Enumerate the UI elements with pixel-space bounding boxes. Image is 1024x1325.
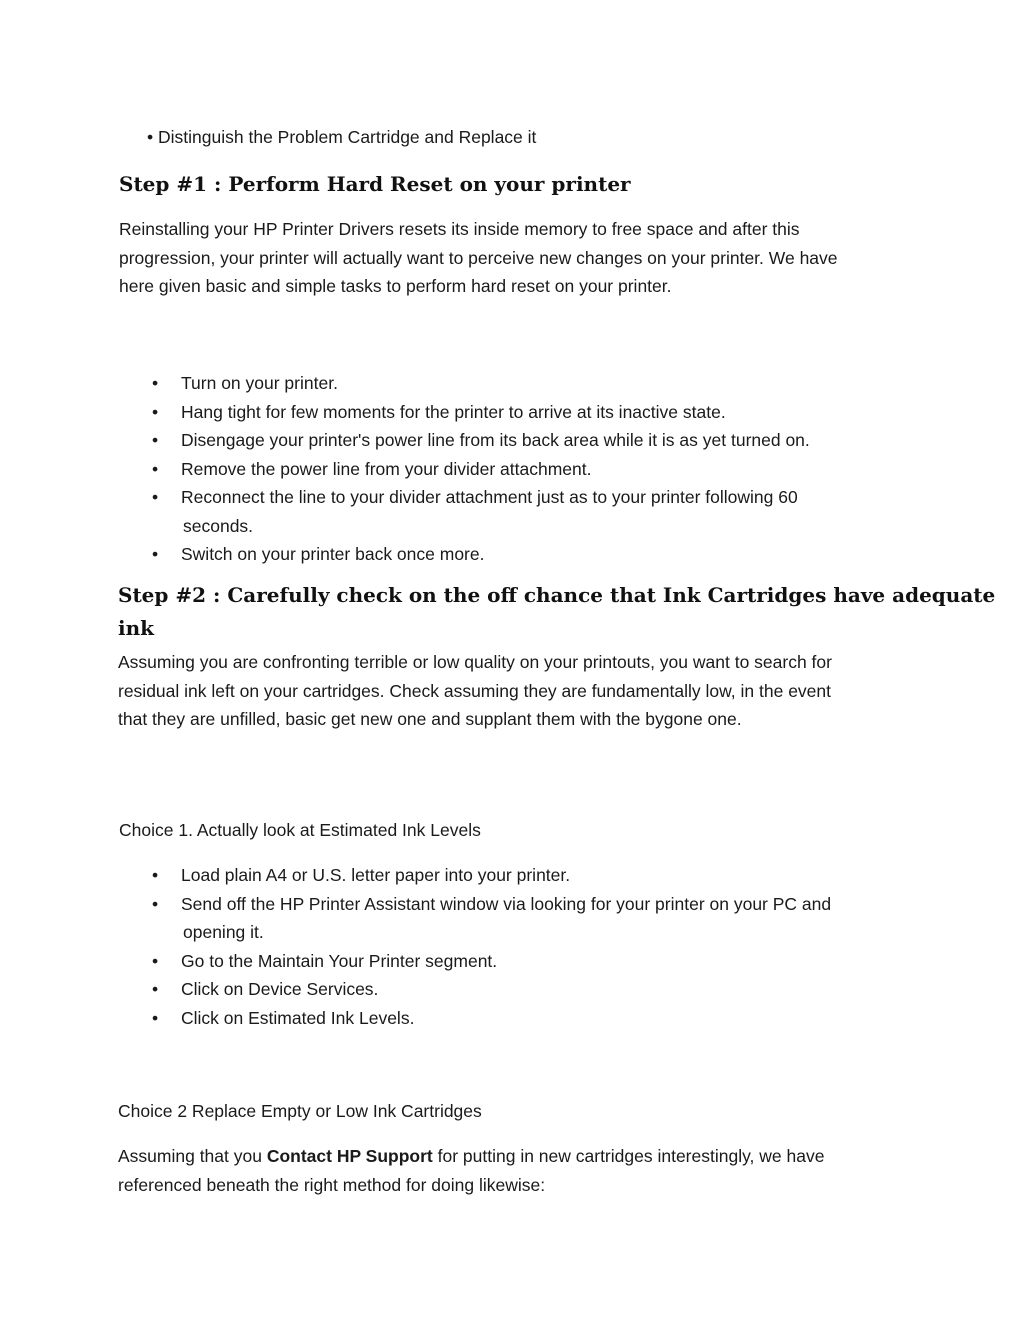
bullet-symbol: • [152,458,159,479]
paragraph-line: that they are unfilled, basic get new one and supplant them with the bygone one. [118,709,742,729]
bullet-symbol: • [152,950,159,971]
bullet-symbol: • [147,127,154,147]
bullet-symbol: • [152,487,159,507]
bullet-symbol: • [152,1007,159,1028]
step2-paragraph [118,648,898,734]
heading-line: Step #2 : Carefully check on the off chance that Ink Cartridges have adequate [118,583,996,607]
list-item-continuation: opening it. [183,922,264,942]
contact-hp-support-emphasis: Contact HP Support [266,1146,433,1166]
bullet-symbol: • [152,544,159,564]
list-item-text: Click on Device Services. [181,979,379,999]
choice1-title: Choice 1. Actually look at Estimated Ink Levels [119,820,481,840]
list-item-text: Switch on your printer back once more. [181,544,485,564]
choice2-paragraph [118,1142,898,1199]
list-item-text: Go to the Maintain Your Printer segment. [181,950,498,971]
top-bullet-text: Distinguish the Problem Cartridge and Replace it [158,127,537,147]
paragraph-line: Assuming you are confronting terrible or low quality on your printouts, you want to search for [118,652,832,672]
list-item-continuation: seconds. [183,515,254,536]
step1-paragraph [119,215,899,301]
bullet-symbol: • [152,430,159,450]
paragraph-line: referenced beneath the right method for doing likewise: [118,1174,546,1195]
list-item-text: Remove the power line from your divider attachment. [181,458,592,479]
top-bullet [147,123,536,152]
bullet-symbol: • [152,979,159,999]
list-item-text: Turn on your printer. [181,373,338,393]
paragraph-line: here given basic and simple tasks to perform hard reset on your printer. [119,276,672,296]
bullet-symbol: • [152,401,159,422]
list-item-text: Disengage your printer's power line from its back area while it is as yet turned on. [181,430,810,450]
heading-line: ink [118,616,154,640]
step2-heading [118,579,995,645]
list-item-text: Click on Estimated Ink Levels. [181,1007,415,1028]
paragraph-prefix: Assuming that you [118,1146,267,1166]
paragraph-line: Reinstalling your HP Printer Drivers resets its inside memory to free space and after this [119,219,800,239]
list-item-text: Load plain A4 or U.S. letter paper into your printer. [181,865,571,885]
bullet-symbol: • [152,373,159,393]
list-item-text: Reconnect the line to your divider attachment just as to your printer following 60 [181,487,798,507]
list-item-text: Hang tight for few moments for the printer to arrive at its inactive state. [181,401,726,422]
paragraph-suffix: for putting in new cartridges interestingly, we have [432,1146,825,1166]
paragraph-line: residual ink left on your cartridges. Check assuming they are fundamentally low, in the event [118,680,832,701]
step1-heading: Step #1 : Perform Hard Reset on your printer [119,172,631,196]
paragraph-line [118,1142,898,1171]
list-item-text: Send off the HP Printer Assistant window via looking for your printer on your PC and [181,893,832,914]
bullet-symbol: • [152,865,159,885]
bullet-symbol: • [152,893,159,914]
paragraph-line: progression, your printer will actually want to perceive new changes on your printer. We have [119,247,838,268]
choice2-title: Choice 2 Replace Empty or Low Ink Cartridges [118,1101,482,1121]
